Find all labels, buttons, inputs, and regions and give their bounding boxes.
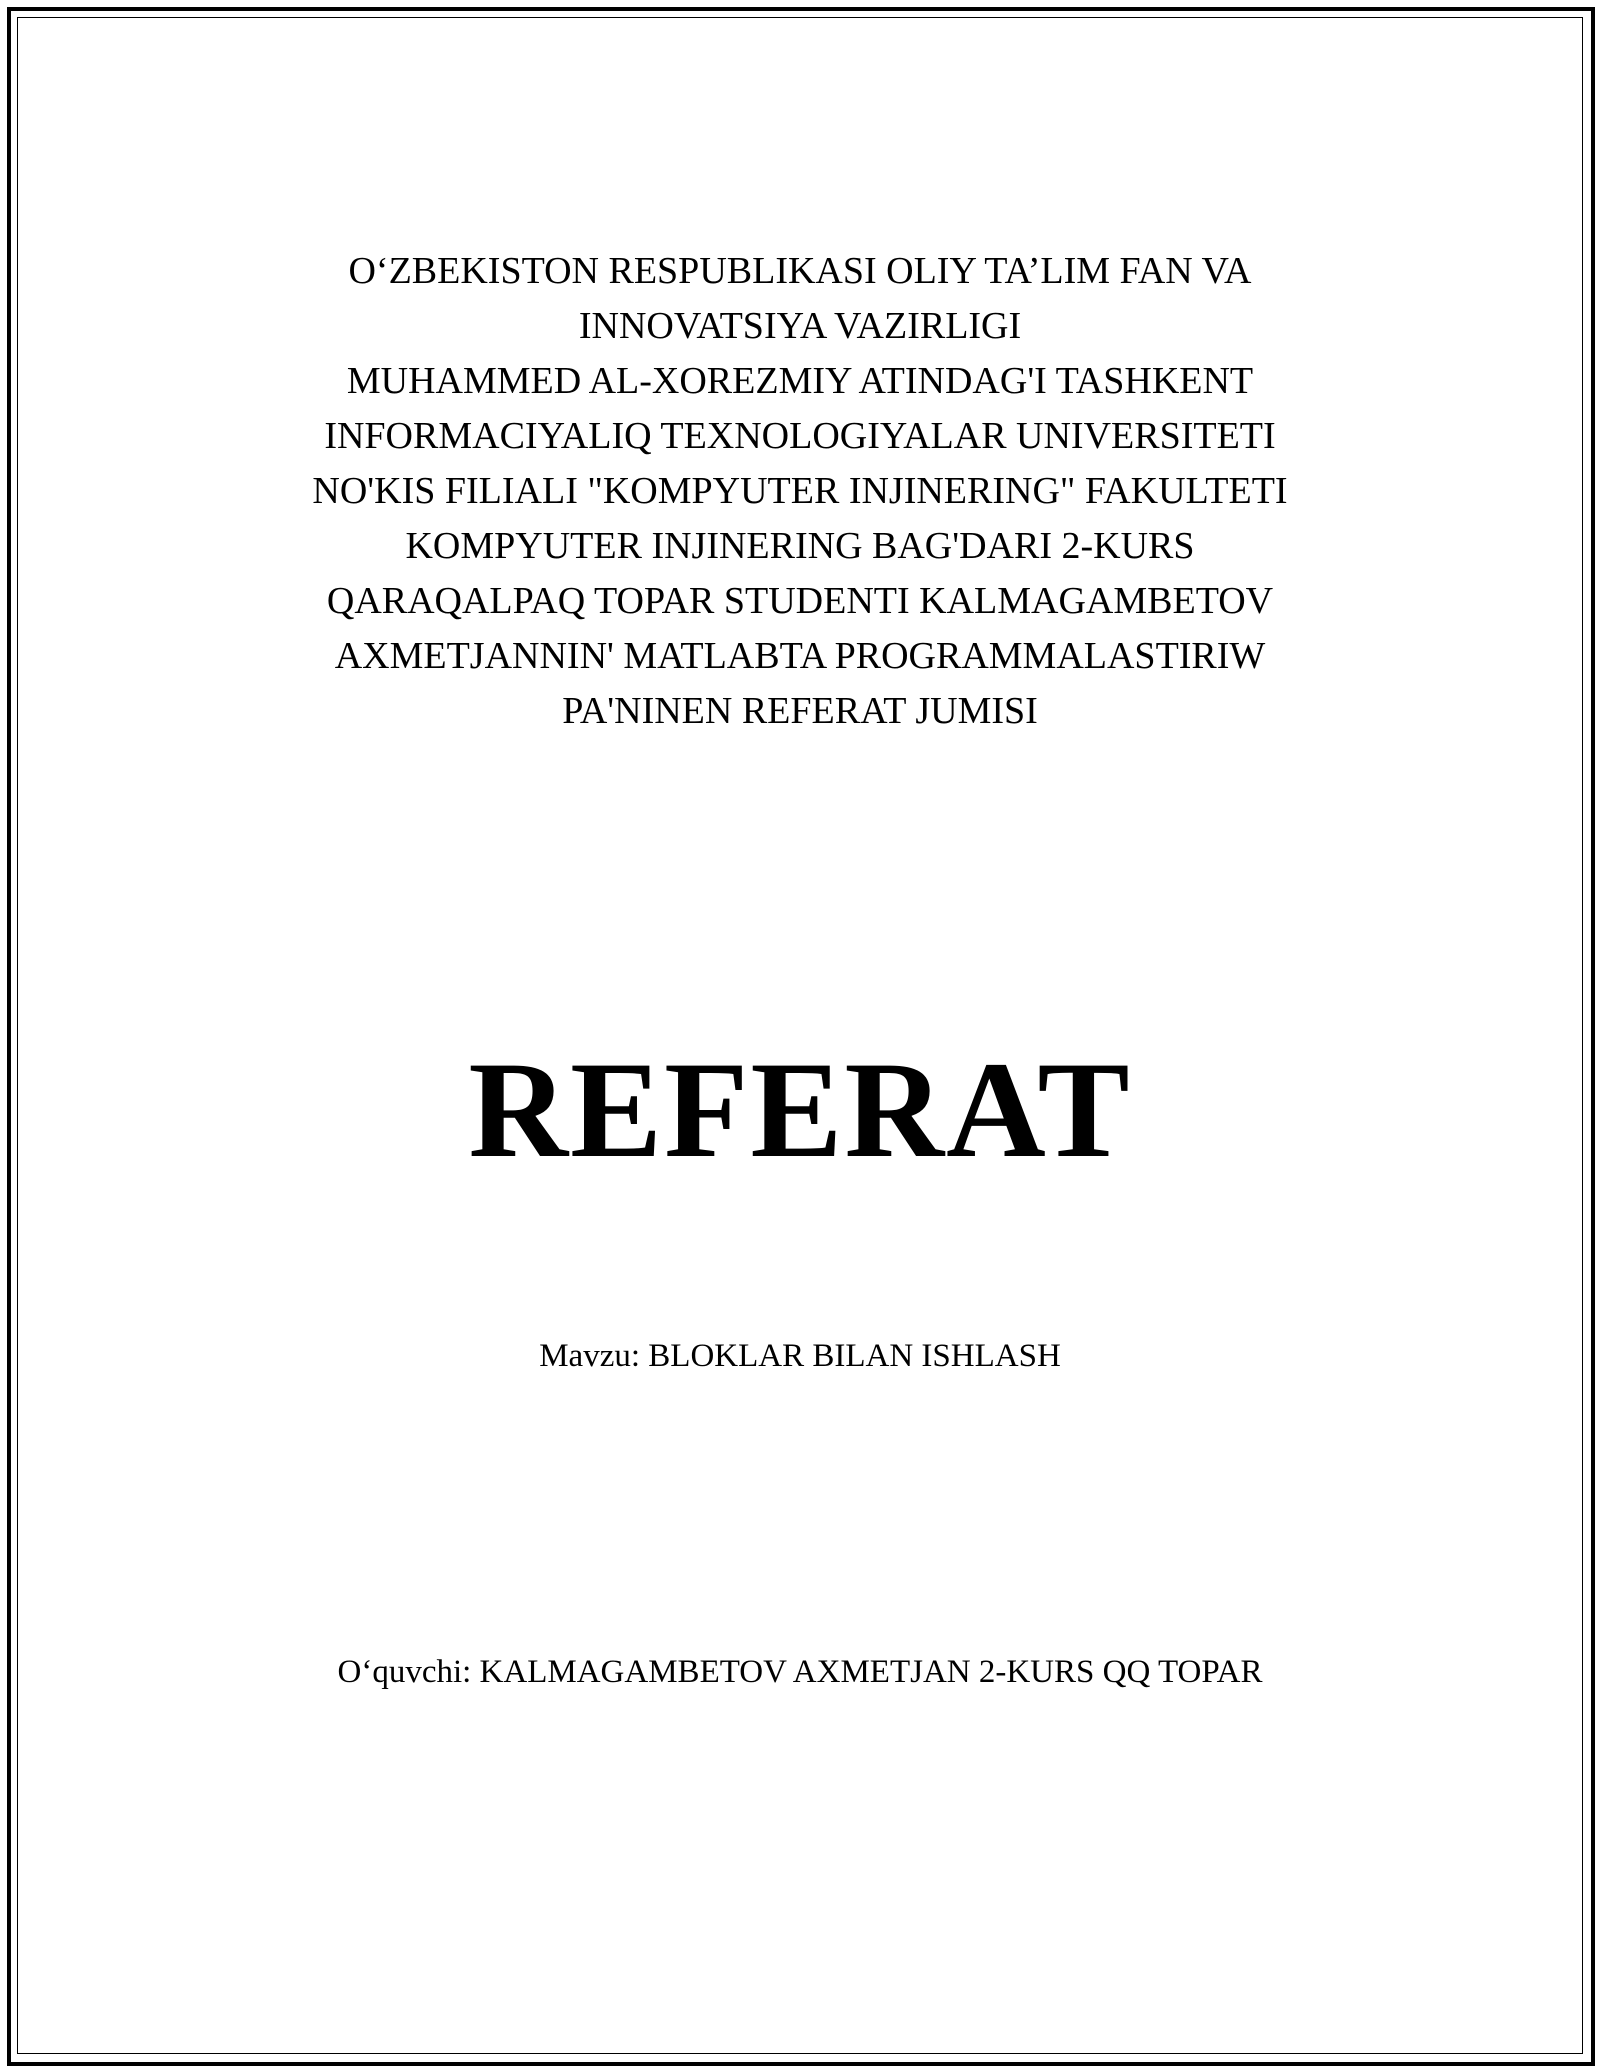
header-line: QARAQALPAQ TOPAR STUDENTI KALMAGAMBETOV bbox=[326, 580, 1274, 622]
header-line: INFORMACIYALIQ TEXNOLOGIYALAR UNIVERSITETI bbox=[324, 415, 1276, 457]
header-line: KOMPYUTER INJINERING BAG'DARI 2-KURS bbox=[405, 525, 1195, 567]
header-line: NO'KIS FILIALI "KOMPYUTER INJINERING" FAKULTETI bbox=[312, 470, 1288, 512]
topic-line: Mavzu: BLOKLAR BILAN ISHLASH bbox=[539, 1338, 1061, 1374]
student-line: O‘quvchi: KALMAGAMBETOV AXMETJAN 2-KURS QQ TOPAR bbox=[337, 1654, 1263, 1690]
header-line: AXMETJANNIN' MATLABTA PROGRAMMALASTIRIW bbox=[334, 635, 1266, 677]
header-line: MUHAMMED AL-XOREZMIY ATINDAG'I TASHKENT bbox=[346, 360, 1254, 402]
document-title: REFERAT bbox=[468, 1033, 1132, 1186]
header-line: INNOVATSIYA VAZIRLIGI bbox=[578, 305, 1022, 347]
header-line: O‘ZBEKISTON RESPUBLIKASI OLIY TA’LIM FAN VA bbox=[348, 250, 1252, 292]
institution-header bbox=[0, 244, 1600, 739]
header-line: PA'NINEN REFERAT JUMISI bbox=[562, 690, 1038, 732]
